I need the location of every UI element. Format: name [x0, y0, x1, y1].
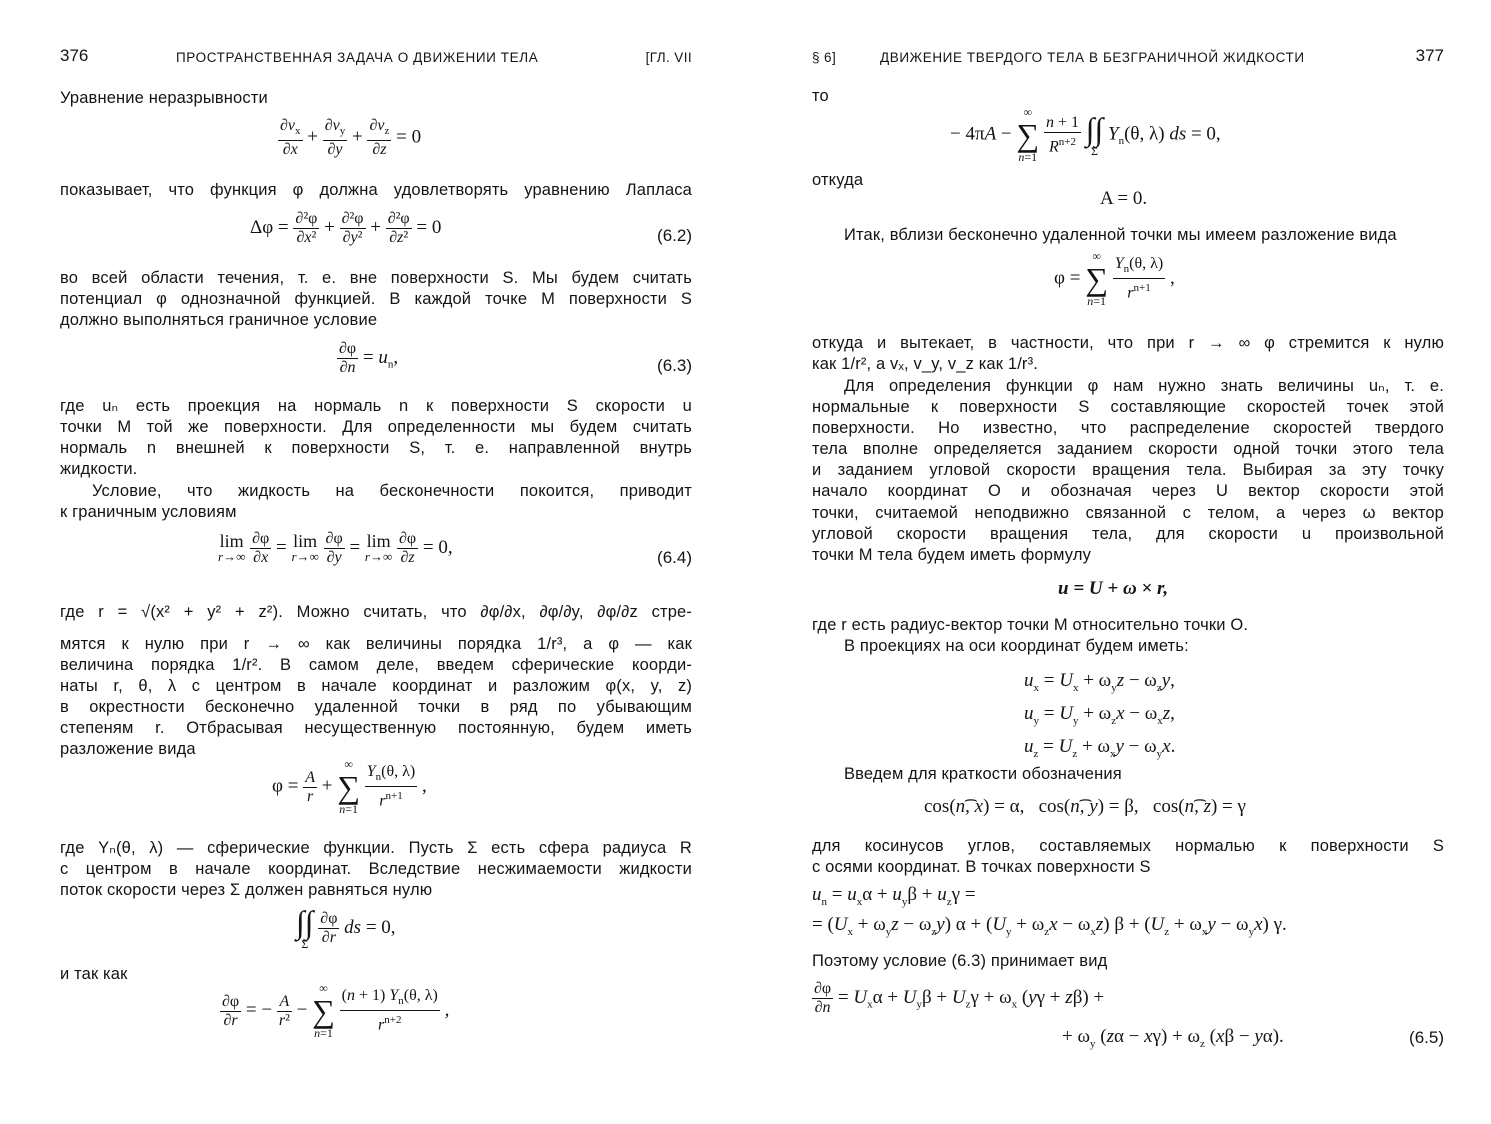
text-line: где r = √(x² + y² + z²). Можно считать, что ∂φ/∂x, ∂φ/∂y, ∂φ/∂z стре- [60, 603, 692, 621]
equation-laplace: Δφ = $\frac{\text{∂²φ}}{\text{∂x²}}$ + $\frac{\text{∂²φ}}{\text{∂y²}}$ + $\frac{\text{∂²φ}}{\text{∂z²}}$ = 0 [250, 210, 442, 246]
text-line: во всей области течения, т. е. вне поверхности S. Мы будем считать [60, 269, 692, 287]
equation-condition-line1: $\frac{\partial\varphi}{\partial n}$ = $U_x\alpha + U_y\beta + U_z\gamma + \omega_x$ (yγ + zβ) + [814, 980, 1105, 1016]
text-line: жидкости. [60, 460, 138, 478]
equation-limits: lim r→∞ $\frac{\partial\varphi}{\partial x}$ = lim r→∞ $\frac{\partial\varphi}{\partial y}$ = lim r→∞ $\frac{\partial\varphi}{\partial z}$ = 0, [218, 530, 453, 566]
text-line: точки, считаемой неподвижно связанной с телом, а через ω вектор [812, 504, 1444, 522]
equation-a-zero: A = 0. [1100, 188, 1148, 209]
text-line: нормальные к поверхности S составляющие скоростей точек этой [812, 398, 1444, 416]
section-mark: § 6] [812, 50, 837, 65]
equation-derivative: $\frac{\partial\varphi}{\partial r}$ = − $\frac{A}{\text{r²}}$ − ∞ ∑ n=1 $\frac{(n + 1) Y_n(\theta, \lambda)}{r^{n+2}}$ , [222, 981, 450, 1040]
equation-flux-sum: − 4πA − ∞ ∑ n=1 $\frac{n + 1}{R^{n+2}}$ ∫∫ Σ $Y_n(\theta$, λ) ds = 0, [950, 105, 1221, 164]
left-running-head [60, 46, 692, 70]
equation-un-line1: $u_n = u_x\alpha + u_y\beta + u_z\gamma$ = [812, 884, 976, 908]
equation-un-line2: = $(U_x + \omega_yz - \omega_zy) \alpha + (U_y + \omega_zx - \omega_xz) \beta + (U_z + \omega_xy - \omega_yx)$ γ. [812, 914, 1287, 938]
equation-phi-series: φ = ∞ ∑ n=1 $\frac{Y_n(\theta, \lambda)}{r^{n+1}}$ , [1054, 249, 1175, 308]
text-line: показывает, что функция φ должна удовлетворять уравнению Лапласа [60, 181, 692, 199]
text-line: мятся к нулю при r → ∞ как величины порядка 1/r³, а φ — как [60, 635, 692, 653]
text-line: где Yₙ(θ, λ) — сферические функции. Пусть Σ есть сфера радиуса R [60, 839, 692, 857]
equation-number: (6.2) [657, 226, 692, 245]
text-line: Условие, что жидкость на бесконечности покоится, приводит [92, 482, 692, 500]
text-line: как 1/r², а vₓ, v_y, v_z как 1/r³. [812, 355, 1038, 373]
page-number: 377 [1415, 46, 1444, 65]
text-line: Введем для краткости обозначения [844, 765, 1122, 783]
text-line: с центром в начале координат. Вследствие несжимаемости жидкости [60, 860, 692, 878]
text-line: нормаль n внешней к поверхности S, т. е. направленной внутрь [60, 439, 692, 457]
text-line: то [812, 87, 829, 105]
equation-expansion: φ = $\frac{A}{r}$ + ∞ ∑ n=1 $\frac{Y_n(\theta, \lambda)}{r^{n+1}}$ , [272, 757, 427, 816]
text-line: в окрестности бесконечно удаленной точки в ряд по убывающим [60, 698, 692, 716]
text-line: где uₙ есть проекция на нормаль n к поверхности S скорости u [60, 397, 692, 415]
text-line: должно выполняться граничное условие [60, 311, 378, 329]
text-line: точки M той же поверхности. Для определенности мы будем считать [60, 418, 692, 436]
left-page [60, 0, 692, 1124]
text-line: к граничным условиям [60, 503, 237, 521]
text-line: с осями координат. В точках поверхности S [812, 858, 1151, 876]
text-line: и так как [60, 965, 128, 983]
text-line: Итак, вблизи бесконечно удаленной точки мы имеем разложение вида [844, 226, 1397, 244]
equation-projections: $u_x = U_x + \omega_yz - \omega_zy$, $u_y = U_y + \omega_zx - \omega_xz$, $u_z = U_z + \omega_xy - \omega_yx$. [1024, 670, 1176, 760]
running-title: ДВИЖЕНИЕ ТВЕРДОГО ТЕЛА В БЕЗГРАНИЧНОЙ ЖИДКОСТИ [880, 50, 1305, 65]
text-line: степеням r. Отбрасывая несущественную постоянную, будем иметь [60, 719, 692, 737]
text-line: поток скорости через Σ должен равняться нулю [60, 881, 433, 899]
text-line: Поэтому условие (6.3) принимает вид [812, 952, 1108, 970]
equation-number: (6.3) [657, 356, 692, 375]
equation-continuity: $\frac{\partial v_x}{\partial x}$ + $\frac{\partial v_y}{\partial y}$ + $\frac{\partial v_z}{\partial z}$ = 0 [280, 117, 422, 159]
equation-condition-line2: + $\omega_y$ $(z\alpha - x\gamma) + \omega_z$ (xβ − yα). [1062, 1026, 1284, 1050]
text-line: потенциал φ однозначной функцией. В каждой точке M поверхности S [60, 290, 692, 308]
text-line: начало координат O и обозначая через U вектор скорости этой [812, 482, 1444, 500]
text-line: откуда и вытекает, в частности, что при r → ∞ φ стремится к нулю [812, 334, 1444, 352]
equation-number: (6.5) [1409, 1028, 1444, 1047]
equation-boundary: $\frac{\partial\varphi}{\partial n}$ = $u_n$, [339, 340, 399, 376]
right-running-head [812, 46, 1444, 70]
text-line: наты r, θ, λ с центром в начале координат и разложим φ(x, y, z) [60, 677, 692, 695]
text-line: величина порядка 1/r². В самом деле, введем сферические коорди- [60, 656, 692, 674]
running-title: ПРОСТРАНСТВЕННАЯ ЗАДАЧА О ДВИЖЕНИИ ТЕЛА [176, 50, 539, 65]
equation-velocity: u = U + ω × r, [1058, 578, 1169, 599]
text-line: и заданием угловой скорости вращения тела. Выбирая за эту точку [812, 461, 1444, 479]
text-line: откуда [812, 171, 864, 189]
text-line: тела вполне определяется заданием скорости одной точки этого тела [812, 440, 1444, 458]
equation-flux: ∫∫ Σ $\frac{\partial\varphi}{\partial r}$ ds = 0, [296, 904, 396, 951]
text-line: Уравнение неразрывности [60, 89, 268, 107]
text-line: В проекциях на оси координат будем иметь: [844, 637, 1189, 655]
right-page [812, 0, 1444, 1124]
text-line: Для определения функции φ нам нужно знать величины uₙ, т. е. [844, 377, 1444, 395]
equation-number: (6.4) [657, 548, 692, 567]
equation-cosines: cos(n͡, x) = α, cos(n͡, y) = β, cos(n͡, z) = γ [924, 796, 1246, 817]
text-line: поверхности. Но известно, что распределение скоростей твердого [812, 419, 1444, 437]
text-line: где r есть радиус-вектор точки M относительно точки O. [812, 616, 1249, 634]
text-line: для косинусов углов, составляемых нормалью к поверхности S [812, 837, 1444, 855]
text-line: угловой скорости вращения тела, для скорости u произвольной [812, 525, 1444, 543]
text-line: разложение вида [60, 740, 196, 758]
chapter-mark: [ГЛ. VII [645, 50, 692, 65]
text-line: точки M тела будем иметь формулу [812, 546, 1091, 564]
page-number: 376 [60, 46, 89, 65]
